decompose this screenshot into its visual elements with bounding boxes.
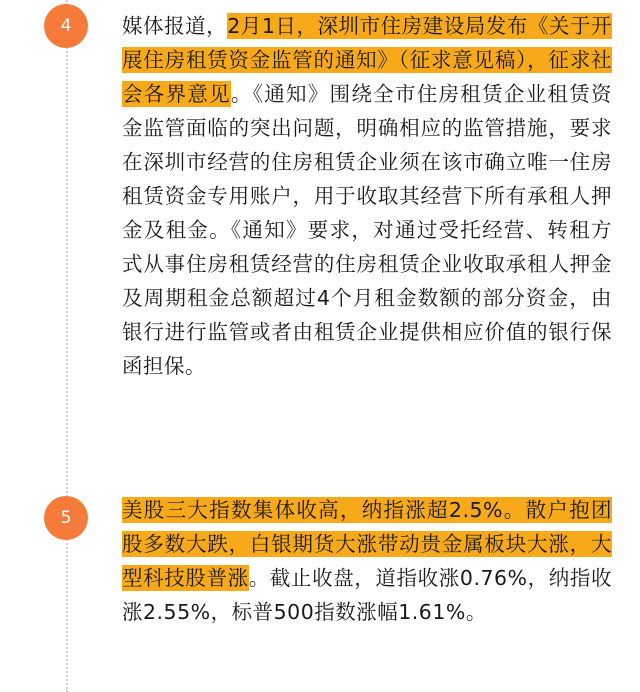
item-body-text: 。截止收盘，道指收涨0.76%，纳指收涨2.55%，标普500指数涨幅1.61%。 [122, 566, 613, 624]
highlighted-text: 2月1日，深圳市住房建设局发布《关于开展住房租赁资金监管的通知》（征求意见稿），征求社会各界意见 [122, 14, 612, 106]
timeline-line [66, 0, 68, 692]
item-number-badge: 5 [44, 496, 88, 540]
news-item-4 [122, 9, 612, 383]
item-body-text: 。《通知》围绕全市住房租赁企业租赁资金监管面临的突出问题，明确相应的监管措施，要求在深圳市经营的住房租赁企业须在该市确立唯一住房租赁资金专用账户，用于收取其经营下所有承租人押金及租金。《通知》要求，对通过受托经营、转租方式从事住房租赁经营的住房租赁企业收取承租人押金及周期租金总额超过4个月租金数额的部分资金，由银行进行监管或者由租赁企业提供相应价值的银行保函担保。 [122, 82, 613, 378]
highlighted-text: 美股三大指数集体收高，纳指涨超2.5%。散户抱团股多数大跌，白银期货大涨带动贵金属板块大涨，大型科技股普涨 [122, 498, 612, 590]
item-lead-text: 媒体报道， [122, 14, 228, 38]
news-item-5 [122, 493, 612, 629]
item-number-badge: 4 [44, 4, 88, 48]
